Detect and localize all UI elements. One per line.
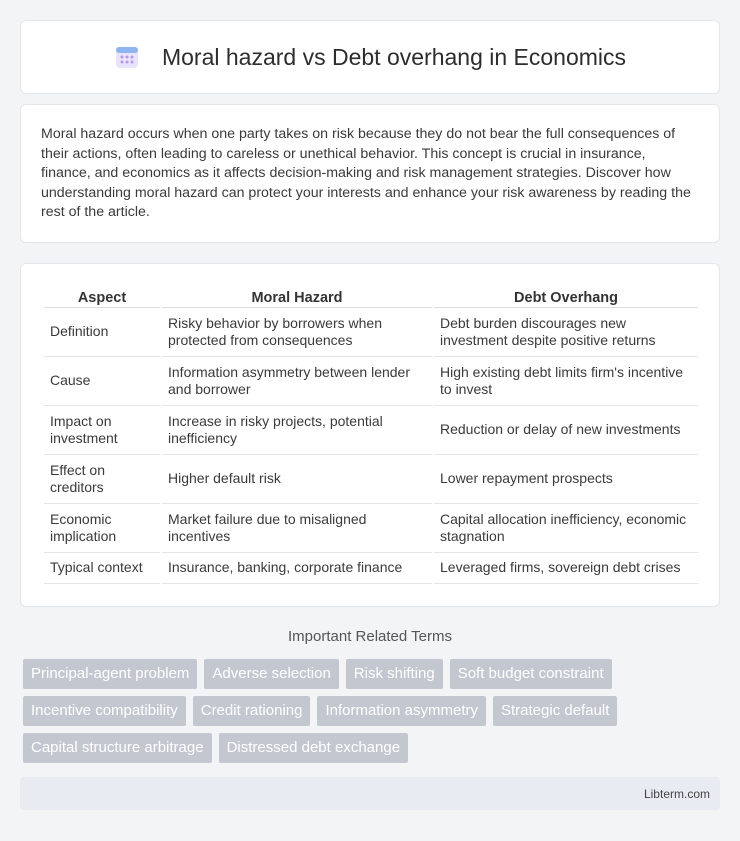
tag-row: [23, 659, 703, 689]
table-header-row: [44, 286, 698, 308]
page-title: Moral hazard vs Debt overhang in Economics: [161, 43, 627, 70]
cell-aspect: Definition: [44, 308, 160, 357]
tag-soft-budget-constraint[interactable]: Soft budget constraint: [450, 659, 612, 689]
tag-risk-shifting[interactable]: Risk shifting: [346, 659, 443, 689]
header-debt-overhang: Debt Overhang: [434, 286, 698, 308]
related-terms-title: Important Related Terms: [288, 628, 452, 645]
cell-aspect: Effect on creditors: [44, 455, 160, 504]
table-row: [44, 357, 698, 406]
tag-information-asymmetry[interactable]: Information asymmetry: [317, 696, 486, 726]
tag-row: [23, 733, 703, 763]
cell-moral-hazard: Higher default risk: [162, 455, 432, 504]
cell-aspect: Economic implication: [44, 504, 160, 553]
cell-moral-hazard: Insurance, banking, corporate finance: [162, 553, 432, 584]
cell-moral-hazard: Increase in risky projects, potential inefficiency: [162, 406, 432, 455]
cell-moral-hazard: Information asymmetry between lender and borrower: [162, 357, 432, 406]
comparison-table-card: [20, 263, 720, 607]
table-row: [44, 406, 698, 455]
cell-debt-overhang: Capital allocation inefficiency, economic stagnation: [434, 504, 698, 553]
footer: [20, 777, 720, 810]
header-moral-hazard: Moral Hazard: [162, 286, 432, 308]
header-aspect: Aspect: [44, 286, 160, 308]
cell-debt-overhang: Leveraged firms, sovereign debt crises: [434, 553, 698, 584]
cell-aspect: Typical context: [44, 553, 160, 584]
tag-distressed-debt-exchange[interactable]: Distressed debt exchange: [219, 733, 408, 763]
intro-card: [20, 104, 720, 243]
tag-capital-structure-arbitrage[interactable]: Capital structure arbitrage: [23, 733, 212, 763]
cell-debt-overhang: Debt burden discourages new investment despite positive returns: [434, 308, 698, 357]
cell-moral-hazard: Risky behavior by borrowers when protected from consequences: [162, 308, 432, 357]
tag-credit-rationing[interactable]: Credit rationing: [193, 696, 311, 726]
tag-strategic-default[interactable]: Strategic default: [493, 696, 617, 726]
intro-text: Moral hazard occurs when one party takes on risk because they do not bear the full consequences of their actions, often leading to careless or unethical behavior. This concept is crucial in insurance, finance, and economics as it affects decision-making and risk management strategies. Discover how understanding moral hazard can protect your interests and enhance your risk awareness by reading the rest of the article.: [41, 126, 691, 221]
calendar-grid-icon: [114, 44, 140, 70]
table-row: [44, 504, 698, 553]
cell-debt-overhang: Lower repayment prospects: [434, 455, 698, 504]
table-row: [44, 553, 698, 584]
cell-debt-overhang: High existing debt limits firm's incentive to invest: [434, 357, 698, 406]
tag-adverse-selection[interactable]: Adverse selection: [204, 659, 338, 689]
table-row: [44, 308, 698, 357]
cell-aspect: Cause: [44, 357, 160, 406]
tag-incentive-compatibility[interactable]: Incentive compatibility: [23, 696, 186, 726]
comparison-table: [42, 286, 700, 584]
footer-site-link[interactable]: Libterm.com: [643, 787, 710, 801]
cell-moral-hazard: Market failure due to misaligned incentives: [162, 504, 432, 553]
table-row: [44, 455, 698, 504]
cell-aspect: Impact on investment: [44, 406, 160, 455]
tag-row: [23, 696, 703, 726]
header-card: [20, 20, 720, 94]
cell-debt-overhang: Reduction or delay of new investments: [434, 406, 698, 455]
tag-principal-agent-problem[interactable]: Principal-agent problem: [23, 659, 197, 689]
related-terms-tags: [23, 659, 703, 770]
